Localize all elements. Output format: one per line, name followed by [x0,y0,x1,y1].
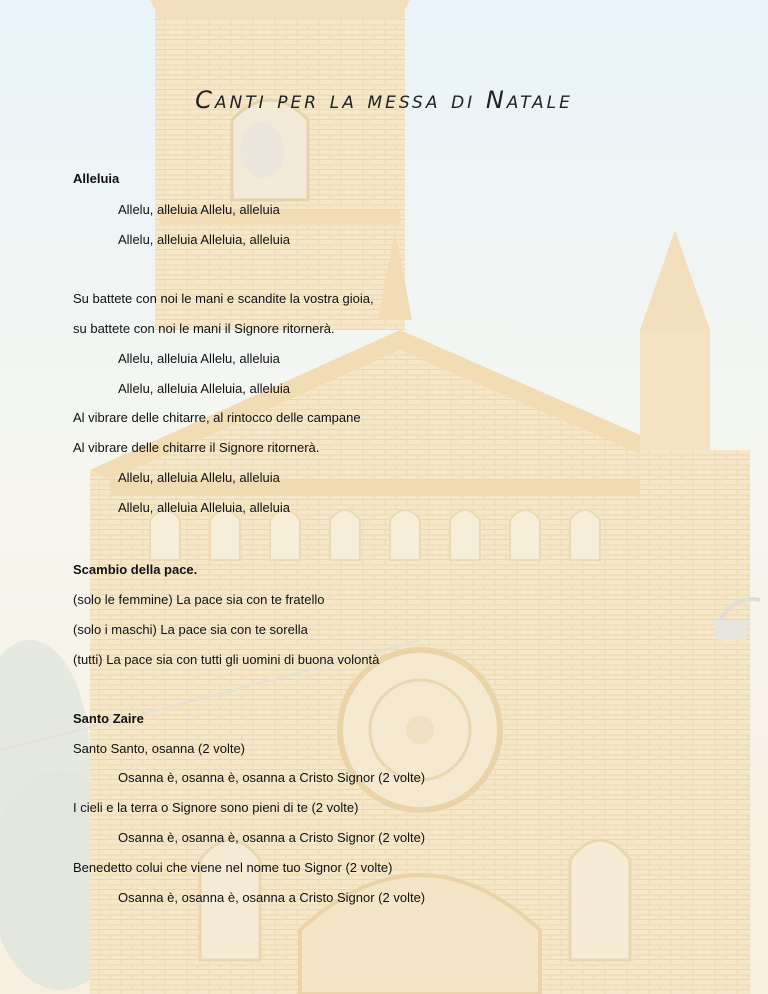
lyric-line: (tutti) La pace sia con tutti gli uomini di buona volontà [73,652,380,667]
lyric-line: (solo le femmine) La pace sia con te fratello [73,592,325,607]
lyric-line: (solo i maschi) La pace sia con te sorella [73,622,308,637]
lyric-line: I cieli e la terra o Signore sono pieni di te (2 volte) [73,800,359,815]
lyric-line: Allelu, alleluia Alleluia, alleluia [118,232,290,247]
lyric-line: Allelu, alleluia Allelu, alleluia [118,470,280,485]
lyric-line: Allelu, alleluia Allelu, alleluia [118,202,280,217]
lyric-line: Al vibrare delle chitarre, al rintocco delle campane [73,410,361,425]
lyric-line: Su battete con noi le mani e scandite la vostra gioia, [73,291,374,306]
section-heading-santo-zaire: Santo Zaire [73,711,144,726]
lyric-line: Osanna è, osanna è, osanna a Cristo Signor (2 volte) [118,830,426,845]
page-title: Canti per la messa di Natale [195,86,573,114]
lyric-line: Allelu, alleluia Alleluia, alleluia [118,500,290,515]
lyric-line: Osanna è, osanna è, osanna a Cristo Signor (2 volte) [118,890,426,905]
lyric-line: Santo Santo, osanna (2 volte) [73,741,246,756]
lyric-line: Al vibrare delle chitarre il Signore ritornerà. [73,440,320,455]
lyric-line: su battete con noi le mani il Signore ritornerà. [73,321,335,336]
lyric-line: Allelu, alleluia Alleluia, alleluia [118,381,290,396]
section-heading-scambio-della-pace: Scambio della pace. [73,562,198,577]
lyric-line: Osanna è, osanna è, osanna a Cristo Signor (2 volte) [118,770,426,785]
lyric-line: Allelu, alleluia Allelu, alleluia [118,351,280,366]
lyric-line: Benedetto colui che viene nel nome tuo Signor (2 volte) [73,860,393,875]
section-heading-alleluia: Alleluia [73,171,120,186]
